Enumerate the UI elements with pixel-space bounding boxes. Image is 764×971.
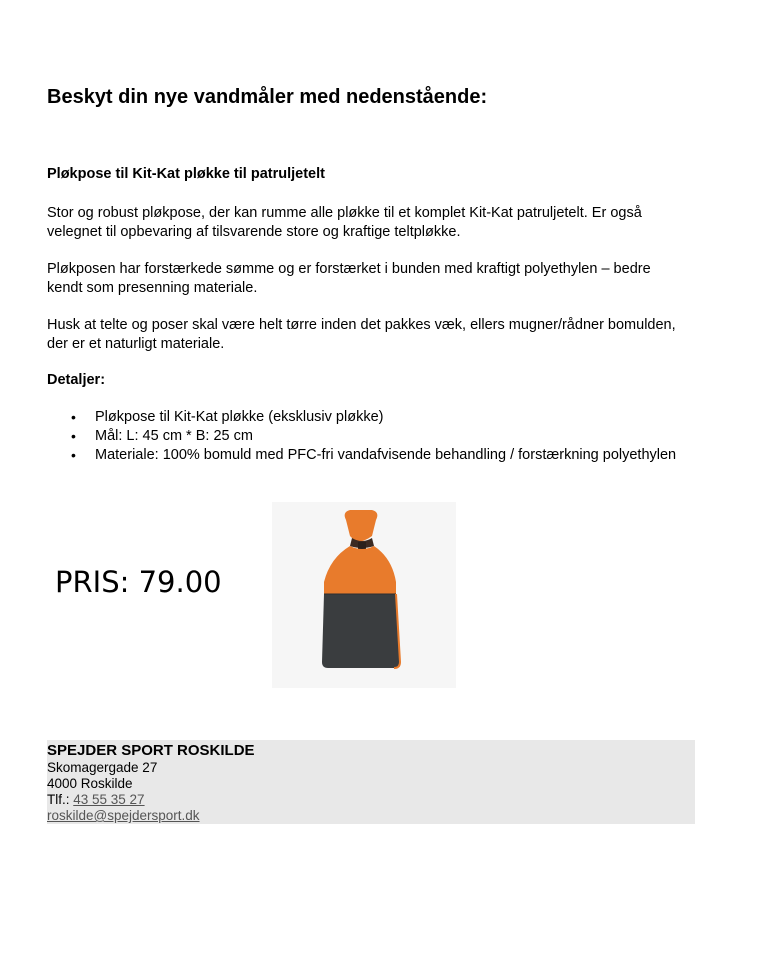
phone-label: Tlf.: bbox=[47, 792, 74, 807]
store-phone-line bbox=[47, 792, 695, 808]
product-description-3: Husk at telte og poser skal være helt tørre inden det pakkes væk, ellers mugner/rådner bomulden, der er et naturligt materiale. bbox=[47, 317, 676, 352]
list-item: • Pløkpose til Kit-Kat pløkke (eksklusiv pløkke) bbox=[47, 408, 687, 427]
store-contact-box bbox=[47, 740, 695, 824]
store-name: SPEJDER SPORT ROSKILDE bbox=[47, 742, 255, 759]
store-city: 4000 Roskilde bbox=[47, 776, 133, 791]
product-description-2: Pløkposen har forstærkede sømme og er forstærket i bunden med kraftigt polyethylen – bedre kendt som presenning materiale. bbox=[47, 261, 651, 296]
product-image bbox=[272, 502, 456, 688]
phone-link[interactable]: 43 55 35 27 bbox=[73, 792, 145, 807]
product-description-1: Stor og robust pløkpose, der kan rumme alle pløkke til et komplet Kit-Kat patruljetelt. Er også velegnet til opbevaring af tilsvarende store og kraftige teltpløkke. bbox=[47, 205, 642, 240]
details-list bbox=[47, 408, 687, 465]
product-price: PRIS: 79.00 bbox=[55, 565, 222, 599]
page-heading: Beskyt din nye vandmåler med nedenstående: bbox=[47, 86, 488, 108]
list-item: • Materiale: 100% bomuld med PFC-fri vandafvisende behandling / forstærkning polyethylen bbox=[47, 446, 687, 465]
email-link[interactable]: roskilde@spejdersport.dk bbox=[47, 808, 200, 823]
details-label: Detaljer: bbox=[47, 372, 106, 388]
bag-lower bbox=[322, 594, 400, 668]
product-title: Pløkpose til Kit-Kat pløkke til patruljetelt bbox=[47, 166, 325, 182]
store-email-line bbox=[47, 808, 695, 824]
store-street: Skomagergade 27 bbox=[47, 760, 158, 775]
list-item: • Mål: L: 45 cm * B: 25 cm bbox=[47, 427, 687, 446]
